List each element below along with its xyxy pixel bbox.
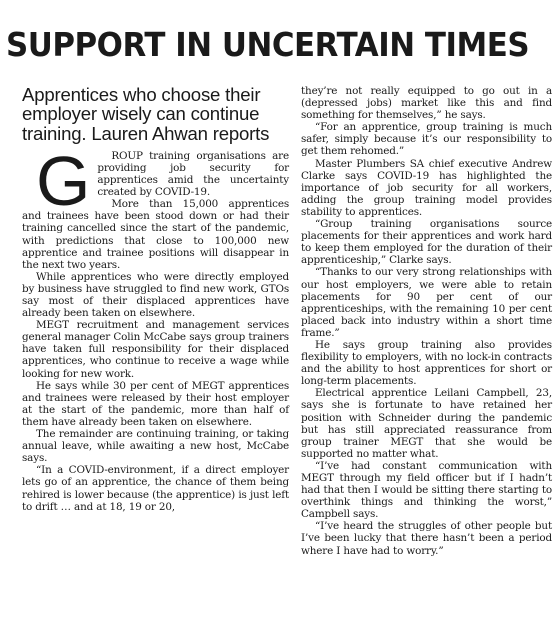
- article-column-right: [301, 85, 552, 557]
- body-paragraph: “For an apprentice, group training is much safer, simply because it’s our responsibility to get them rehomed.”: [301, 121, 552, 158]
- body-paragraph: Electrical apprentice Leilani Campbell, 23, says she is fortunate to have retained her position with Schneider during the pandemic but has still appreciated reassurance from group trainer MEGT that she would be supported no matter what.: [301, 387, 552, 460]
- body-paragraph: “Group training organisations source placements for their apprentices and work hard to keep them employed for the duration of their apprenticeship,” Clarke says.: [301, 218, 552, 267]
- body-paragraph: He says group training also provides flexibility to employers, with no lock-in contracts and the ability to host apprentices for short or long-term placements.: [301, 338, 552, 388]
- body-paragraph: He says while 30 per cent of MEGT apprentices and trainees were released by their host employer at the start of the pandemic, more than half of them have already been taken on elsewhere.: [22, 379, 289, 428]
- body-paragraph: “Thanks to our very strong relationships with our host employers, we were able to retain placements for 90 per cent of our apprenticeships, with the remaining 10 per cent placed back into industry within a short time frame.”: [301, 266, 552, 339]
- lead-paragraph: [22, 141, 289, 220]
- body-paragraph: While apprentices who were directly employed by business have struggled to find new work, GTOs say most of their displaced apprentices have already been taken on elsewhere.: [22, 270, 289, 320]
- article-column-left: [22, 85, 289, 513]
- lead-paragraph-text: ROUP training organisations are providing job security for apprentices amid the uncertainty created by COVID-19.: [97, 149, 289, 199]
- body-paragraph: MEGT recruitment and management services general manager Colin McCabe says group trainers have taken full responsibility for their displaced apprentices, who continue to receive a wage while looking for new work.: [22, 319, 289, 380]
- continued-paragraph: they’re not really equipped to go out in a (depressed jobs) market like this and find something for themselves,” he says.: [301, 85, 552, 122]
- drop-cap: G: [36, 141, 91, 220]
- headline: SUPPORT IN UNCERTAIN TIMES: [6, 25, 530, 64]
- body-paragraph: “I’ve had constant communication with MEGT through my field officer but if I hadn’t had that then I would be sitting there starting to overthink things and thinking the worst,” Campbell says.: [301, 459, 552, 521]
- body-paragraph: Master Plumbers SA chief executive Andrew Clarke says COVID-19 has highlighted the importance of job security for all workers, adding the group training model provides stability to apprentices.: [301, 157, 552, 218]
- body-paragraph: The remainder are continuing training, or taking annual leave, while awaiting a new host, McCabe says.: [22, 428, 289, 465]
- body-paragraph: “In a COVID-environment, if a direct employer lets go of an apprentice, the chance of them being rehired is lower because (the apprentice) is just left to drift … and at 18, 19 or 20,: [22, 464, 289, 513]
- standfirst: Apprentices who choose their employer wisely can continue training. Lauren Ahwan reports: [22, 84, 270, 144]
- body-paragraph: “I’ve heard the struggles of other people but I’ve been lucky that there hasn’t been a period where I have had to worry.”: [301, 520, 552, 557]
- body-paragraph: More than 15,000 apprentices and trainees have been stood down or had their training cancelled since the start of the pandemic, with predictions that close to 100,000 new apprentice and trainee positions will disappear in the next two years.: [22, 198, 289, 271]
